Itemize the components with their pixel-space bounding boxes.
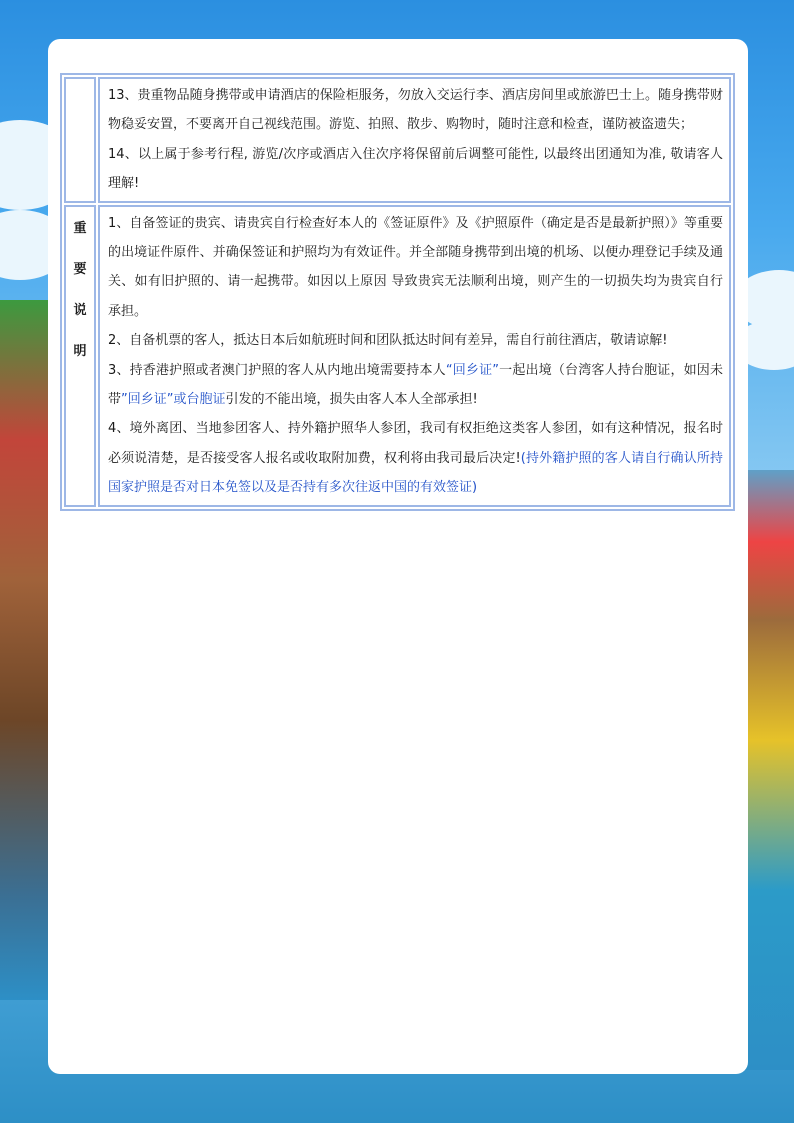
note-paragraph bbox=[108, 326, 723, 355]
note-paragraph bbox=[108, 414, 723, 502]
section-title-char: 明 bbox=[73, 343, 87, 359]
note-text: 3、持香港护照或者澳门护照的客人从内地出境需要持本人 bbox=[108, 362, 446, 378]
notes-table bbox=[60, 73, 735, 511]
note-text: 2、自备机票的客人，抵达日本后如航班时间和团队抵达时间有差异，需自行前往酒店，敬请谅解! bbox=[108, 333, 668, 349]
section-title-char: 说 bbox=[73, 302, 87, 318]
note-text: 14、以上属于参考行程, 游览/次序或酒店入住次序将保留前后调整可能性, 以最终出团通知为准, 敬请客人理解! bbox=[108, 146, 723, 192]
background-scenery-left bbox=[0, 300, 55, 1000]
highlighted-text: ”回乡证”或台胞证 bbox=[121, 392, 226, 408]
note-text: 一起出境（台湾客人持台胞证，如因未带 bbox=[108, 362, 723, 408]
note-text: 4、境外离团、当地参团客人、持外籍护照华人参团，我司有权拒绝这类客人参团，如有这种情况，报名时必须说清楚，是否接受客人报名或收取附加费，权利将由我司最后决定! bbox=[108, 421, 723, 466]
section-title-char: 要 bbox=[73, 261, 87, 277]
note-paragraph bbox=[108, 356, 723, 415]
row-label-cell bbox=[64, 77, 96, 203]
note-text: 1、自备签证的贵宾、请贵宾自行检查好本人的《签证原件》及《护照原件（确定是否是最新护照）》等重要的出境证件原件、并确保签证和护照均为有效证件。并全部随身携带到出境的机场、以便办理登记手续及通关、如有旧护照的、请一起携带。如因以上原因 导致贵宾无法顺利出境，则产生的一切损失均为贵宾自行承担。 bbox=[108, 215, 723, 319]
highlighted-text: (持外籍护照的客人请自行确认所持国家护照是否对日本免签以及是否持有多次往返中国的有效签证) bbox=[108, 450, 723, 496]
background-scenery-right bbox=[744, 470, 794, 1070]
note-paragraph bbox=[108, 81, 723, 140]
row-content-cell bbox=[98, 77, 731, 203]
note-text: 引发的不能出境，损失由客人本人全部承担! bbox=[225, 392, 478, 408]
section-title bbox=[67, 208, 93, 372]
highlighted-text: “回乡证” bbox=[445, 362, 499, 378]
note-paragraph bbox=[108, 209, 723, 327]
row-content-cell bbox=[98, 205, 731, 507]
note-text: 13、贵重物品随身携带或申请酒店的保险柜服务，勿放入交运行李、酒店房间里或旅游巴士上。随身携带财物稳妥安置，不要离开自己视线范围。游览、拍照、散步、购物时，随时注意和检查，谨防被盗遗失； bbox=[108, 88, 723, 133]
section-title-char: 重 bbox=[73, 220, 87, 236]
notes-row bbox=[64, 205, 731, 507]
note-paragraph bbox=[108, 140, 723, 199]
notes-row bbox=[64, 77, 731, 203]
row-label-cell bbox=[64, 205, 96, 507]
